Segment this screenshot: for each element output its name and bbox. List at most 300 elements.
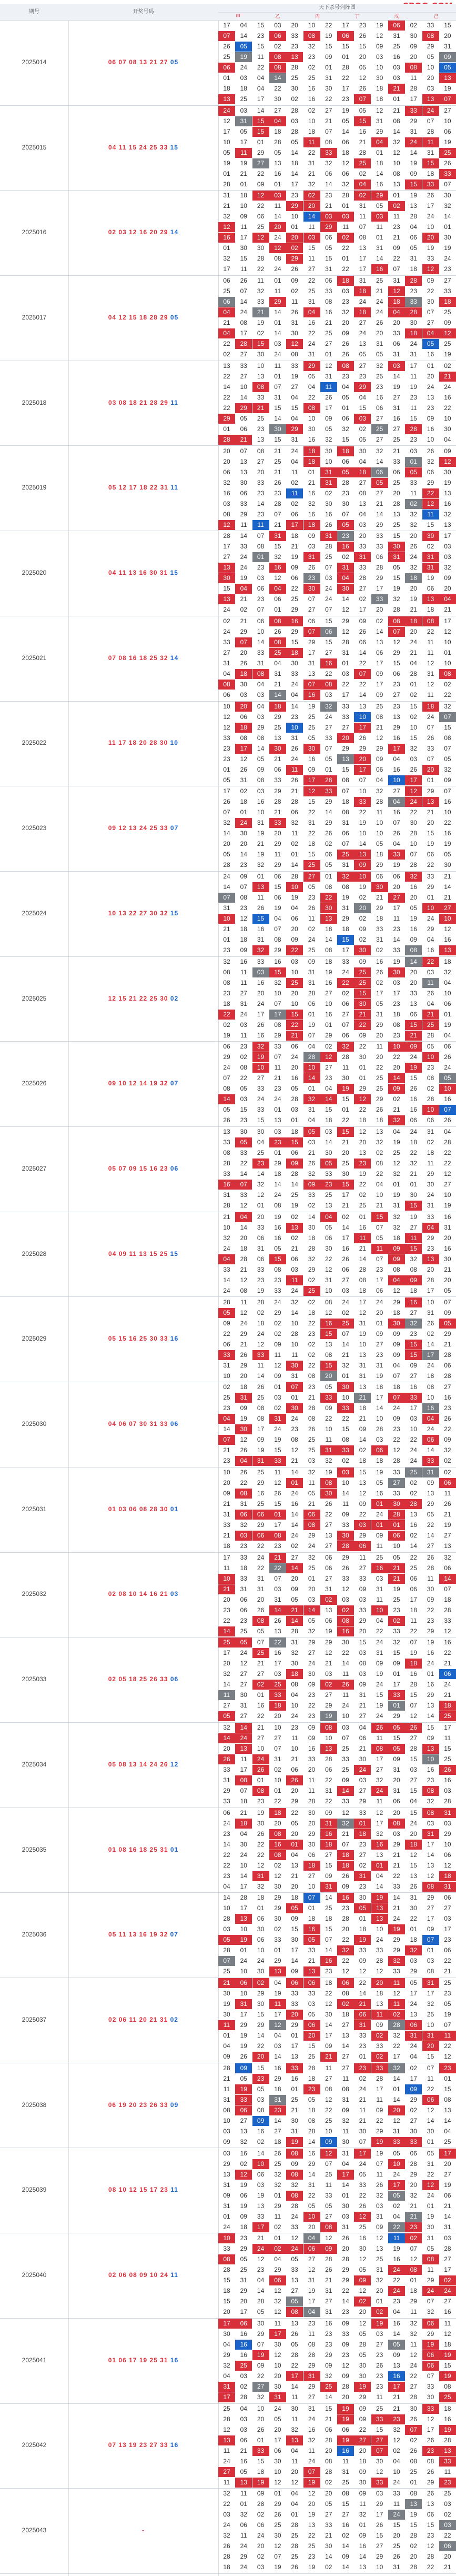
grid-cell: 05	[308, 2095, 316, 2103]
grid-cell: 14	[274, 2053, 281, 2061]
grid-cell: 23	[240, 2234, 247, 2242]
grid-cell: 06	[393, 873, 400, 880]
grid-cell: 31	[359, 1319, 367, 1327]
winning-numbers	[68, 1505, 218, 1513]
grid-cell: 25	[376, 2255, 383, 2263]
grid-cell: 11	[274, 202, 281, 210]
grid-cell: 21	[223, 2074, 230, 2082]
grid-cell: 22	[359, 1510, 367, 1518]
grid-cell: 04	[410, 223, 417, 231]
grid-cell: 29	[393, 1298, 400, 1306]
grid-cell: 32	[444, 564, 451, 572]
grid-cell: 14	[291, 1468, 298, 1476]
grid-cell: 22	[325, 1776, 332, 1784]
numbers-column-header: 开奖号码	[68, 4, 219, 20]
grid-cell: 33	[427, 873, 434, 880]
grid-cell: 21	[291, 787, 298, 795]
grid-cell: 15	[325, 43, 332, 50]
grid-cell: 13	[308, 670, 316, 677]
grid-cell: 30	[388, 1319, 405, 1329]
table-row	[0, 2488, 456, 2574]
blue-ball-number: 06	[170, 1164, 179, 1172]
grid-cell: 31	[320, 1445, 337, 1455]
grid-cell: 19	[235, 52, 252, 62]
grid-cell: 01	[359, 1064, 367, 1072]
grid-cell: 23	[308, 1691, 316, 1699]
grid-cell: 15	[274, 1446, 281, 1454]
grid-cell: 28	[223, 1298, 230, 1306]
grid-cell: 04	[223, 2340, 230, 2348]
grid-cell: 21	[444, 1510, 451, 1518]
grid-cell: 05	[218, 1935, 235, 1945]
grid-cell: 18	[393, 1010, 400, 1018]
grid-cell: 22	[359, 1181, 367, 1189]
grid-cell: 17	[274, 2436, 281, 2444]
grid-cell: 09	[240, 946, 247, 954]
grid-cell: 11	[393, 915, 400, 922]
grid-cell: 30	[269, 424, 286, 434]
grid-cell: 25	[223, 1968, 230, 1975]
grid-cell: 03	[444, 1819, 451, 1827]
grid-cell: 14	[342, 1489, 349, 1497]
grid-cell: 26	[291, 308, 298, 316]
grid-cell: 32	[274, 2170, 281, 2178]
grid-cell: 10	[393, 2468, 400, 2475]
grid-cell: 13	[286, 1223, 303, 1233]
grid-cell: 33	[371, 594, 388, 604]
grid-cell: 11	[422, 978, 439, 988]
red-ball-number: 20	[129, 2101, 137, 2109]
grid-cell: 05	[359, 106, 367, 114]
grid-cell: 29	[291, 606, 298, 614]
grid-cell: 11	[274, 1064, 281, 1072]
grid-cell: 21	[342, 1351, 349, 1359]
grid-cell: 28	[325, 2468, 332, 2475]
grid-cell: 18	[325, 1979, 332, 1987]
grid-cell: 30	[286, 1361, 303, 1371]
grid-cell: 05	[325, 2202, 332, 2210]
grid-cell: 18	[427, 169, 434, 177]
grid-cell: 29	[257, 723, 265, 731]
grid-cell: 17	[240, 1882, 247, 1890]
grid-cell: 05	[235, 1638, 252, 1648]
grid-cell: 11	[388, 1978, 405, 1988]
grid-cell: 30	[240, 680, 247, 688]
grid-cell: 27	[274, 1734, 281, 1742]
grid-cell: 18	[337, 1850, 354, 1860]
grid-cell: 16	[427, 946, 434, 954]
grid-cell: 21	[223, 1531, 230, 1539]
grid-cell: 01	[274, 1787, 281, 1794]
grid-cell: 06	[274, 765, 281, 773]
grid-cell: 25	[444, 1979, 451, 1987]
grid-cell: 28	[427, 1564, 434, 1572]
grid-cell: 26	[257, 1830, 265, 1838]
grid-cell: 02	[410, 1531, 417, 1539]
grid-cell: 06	[223, 1809, 230, 1816]
grid-cell: 16	[269, 563, 286, 573]
grid-cell: 29	[342, 915, 349, 922]
grid-cell: 25	[218, 1638, 235, 1648]
grid-cell: 31	[257, 819, 265, 827]
grid-cell: 30	[320, 1489, 337, 1499]
grid-cell: 09	[342, 1510, 349, 1518]
grid-cell: 17	[325, 2032, 332, 2040]
grid-cell: 02	[320, 1595, 337, 1605]
grid-cell: 02	[410, 1489, 417, 1497]
grid-cell: 15	[444, 2361, 451, 2369]
period-number: 2025019	[22, 484, 47, 492]
grid-cell: 02	[291, 1234, 298, 1242]
grid-cell: 30	[337, 1382, 354, 1392]
grid-cell: 21	[286, 1605, 303, 1615]
grid-cell: 15	[410, 1787, 417, 1794]
grid-cell: 30	[218, 573, 235, 583]
grid-cell: 09	[291, 277, 298, 285]
grid-cell: 03	[240, 1095, 247, 1103]
grid-cell: 19	[240, 2202, 247, 2210]
table-row	[0, 105, 456, 191]
grid-cell: 15	[359, 1468, 367, 1476]
grid-cell: 09	[325, 1872, 332, 1880]
grid-cell: 23	[308, 894, 316, 901]
period-number: 2025042	[22, 2441, 47, 2449]
grid-cell: 28	[240, 1255, 247, 1263]
grid-cell: 23	[223, 755, 230, 763]
grid-cell: 30	[257, 1925, 265, 1933]
grid-cell: 19	[337, 2414, 354, 2424]
grid-cell: 11	[240, 265, 247, 273]
grid-cell: 12	[257, 1191, 265, 1199]
grid-cell: 06	[218, 297, 235, 307]
grid-cell: 19	[439, 2350, 456, 2360]
grid-cell: 12	[427, 1872, 434, 1880]
grid-cell: 05	[223, 148, 230, 156]
grid-cell: 24	[427, 713, 434, 721]
red-ball-number: 04	[108, 313, 117, 321]
grid-cell: 05	[405, 467, 422, 477]
grid-cell: 07	[218, 31, 235, 41]
grid-cell: 01	[325, 1021, 332, 1029]
grid-cell: 10	[291, 1000, 298, 1007]
grid-cell: 21	[359, 1702, 367, 1710]
grid-cell: 29	[427, 787, 434, 795]
grid-cell: 29	[427, 1170, 434, 1178]
grid-cell: 01	[257, 1691, 265, 1699]
grid-cell: 14	[274, 2116, 281, 2124]
period-number: 2025023	[22, 824, 47, 832]
grid-cell: 22	[342, 2287, 349, 2295]
grid-cell: 32	[342, 1361, 349, 1369]
grid-cell: 03	[444, 2234, 451, 2242]
grid-cell: 12	[342, 627, 349, 635]
grid-cell: 29	[427, 43, 434, 50]
grid-cell: 02	[405, 499, 422, 509]
grid-cell: 15	[257, 2011, 265, 2019]
grid-cell: 28	[291, 64, 298, 71]
grid-cell: 33	[269, 1690, 286, 1700]
grid-cell: 03	[342, 1724, 349, 1731]
grid-cell: 21	[274, 680, 281, 688]
grid-cell: 11	[376, 223, 383, 231]
grid-cell: 22	[223, 1330, 230, 1337]
winning-numbers	[68, 569, 218, 576]
grid-cell: 22	[342, 1936, 349, 1944]
grid-cell: 32	[308, 2436, 316, 2444]
grid-cell: 29	[393, 1840, 400, 1848]
red-ball-number: 10	[108, 909, 117, 917]
grid-cell: 06	[218, 63, 235, 73]
grid-cell: 03	[274, 1128, 281, 1136]
grid-cell: 20	[359, 2447, 367, 2454]
grid-cell: 33	[393, 946, 400, 954]
grid-cell: 28	[410, 213, 417, 221]
grid-cell: 11	[342, 2074, 349, 2082]
grid-cell: 03	[223, 500, 230, 507]
grid-cell: 19	[444, 85, 451, 92]
grid-cell: 08	[405, 945, 422, 955]
grid-cell: 31	[342, 2149, 349, 2157]
winning-numbers	[68, 2016, 218, 2023]
grid-cell: 12	[252, 233, 269, 243]
grid-cell: 33	[286, 2063, 303, 2073]
grid-cell: 05	[359, 2330, 367, 2338]
grid-cell: 31	[325, 2308, 332, 2316]
grid-cell: 09	[393, 1755, 400, 1763]
grid-cell: 30	[240, 1128, 247, 1136]
grid-cell: 07	[240, 447, 247, 455]
grid-cell: 15	[291, 1925, 298, 1933]
grid-cell: 32	[308, 1468, 316, 1476]
grid-cell: 10	[223, 702, 230, 710]
table-row	[0, 871, 456, 957]
grid-cell: 01	[410, 1181, 417, 1189]
grid-cell: 30	[291, 1936, 298, 1944]
grid-cell: 17	[240, 1904, 247, 1912]
grid-cell: 19	[308, 2511, 316, 2519]
grid-cell: 17	[376, 2085, 383, 2093]
grid-cell: 33	[223, 2245, 230, 2253]
grid-cell: 28	[337, 1541, 354, 1551]
grid-cell: 21	[444, 894, 451, 901]
grid-cell: 16	[359, 2542, 367, 2550]
grid-cell: 05	[427, 1043, 434, 1051]
grid-cell: 21	[388, 1574, 405, 1584]
table-row	[0, 531, 456, 616]
grid-cell: 19	[308, 2287, 316, 2295]
grid-cell: 23	[308, 1383, 316, 1391]
grid-cell: 31	[274, 1595, 281, 1603]
grid-cell: 18	[274, 2085, 281, 2093]
table-row	[0, 20, 456, 106]
grid-cell: 04	[257, 1139, 265, 1146]
grid-cell: 07	[274, 1053, 281, 1061]
grid-cell: 08	[427, 1383, 434, 1391]
grid-cell: 16	[303, 1924, 320, 1934]
grid-cell: 27	[325, 1691, 332, 1699]
grid-cell: 22	[325, 1415, 332, 1423]
grid-cell: 24	[240, 1319, 247, 1327]
grid-cell: 05	[325, 861, 332, 869]
grid-cell: 22	[359, 1043, 367, 1051]
grid-cell: 05	[410, 904, 417, 912]
grid-cell: 13	[359, 702, 367, 710]
grid-cell: 01	[286, 1478, 303, 1488]
grid-cell: 33	[359, 1946, 367, 1954]
grid-cell: 04	[439, 594, 456, 604]
grid-cell: 01	[240, 808, 247, 816]
grid-cell: 18	[337, 1861, 354, 1871]
grid-cell: 32	[376, 2191, 383, 2199]
winning-numbers	[68, 2441, 218, 2449]
grid-cell: 33	[427, 1213, 434, 1221]
grid-cell: 05	[388, 2340, 405, 2350]
grid-cell: 18	[410, 1606, 417, 1614]
grid-cell: 18	[422, 702, 439, 712]
grid-cell: 01	[393, 1670, 400, 1678]
grid-cell: 07	[235, 1180, 252, 1190]
grid-cell: 10	[291, 1319, 298, 1327]
grid-cell: 33	[257, 1106, 265, 1114]
grid-cell: 30	[291, 330, 298, 337]
grid-cell: 16	[320, 658, 337, 668]
grid-cell: 02	[359, 894, 367, 901]
grid-cell: 03	[393, 64, 400, 71]
grid-cell: 26	[257, 2425, 265, 2433]
grid-cell: 04	[342, 383, 349, 391]
grid-cell: 14	[274, 308, 281, 316]
grid-cell: 16	[410, 1095, 417, 1103]
grid-cell: 14	[240, 393, 247, 401]
grid-cell: 09	[223, 2053, 230, 2061]
grid-cell: 13	[444, 1542, 451, 1550]
grid-cell: 01	[405, 457, 422, 467]
grid-cell: 27	[410, 1776, 417, 1784]
grid-cell: 04	[223, 670, 230, 677]
grid-cell: 31	[308, 2404, 316, 2412]
grid-cell: 02	[427, 543, 434, 551]
grid-cell: 11	[342, 1670, 349, 1678]
grid-cell: 21	[354, 1010, 371, 1020]
grid-cell: 18	[444, 2340, 451, 2348]
grid-cell: 05	[291, 2340, 298, 2348]
grid-cell: 15	[359, 404, 367, 412]
grid-cell: 27	[359, 362, 367, 370]
grid-cell: 33	[257, 2212, 265, 2220]
grid-cell: 14	[444, 213, 451, 221]
grid-cell: 16	[393, 2319, 400, 2327]
grid-cell: 13	[359, 1479, 367, 1486]
grid-cell: 04	[376, 1181, 383, 1189]
grid-cell: 01	[308, 1574, 316, 1582]
grid-cell: 03	[274, 340, 281, 348]
red-ball-number: 06	[129, 1505, 137, 1513]
red-ball-number: 01	[108, 2356, 117, 2364]
grid-cell: 18	[376, 95, 383, 103]
grid-cell: 18	[405, 328, 422, 338]
grid-cell: 03	[223, 2149, 230, 2157]
grid-cell: 32	[223, 1724, 230, 1731]
grid-cell: 06	[257, 2521, 265, 2529]
grid-cell: 15	[269, 967, 286, 977]
grid-cell: 12	[257, 1340, 265, 1348]
grid-cell: 18	[240, 2223, 247, 2231]
grid-cell: 03	[439, 2520, 456, 2530]
grid-cell: 29	[274, 840, 281, 848]
grid-cell: 18	[274, 2138, 281, 2145]
grid-cell: 23	[427, 404, 434, 412]
grid-cell: 32	[410, 510, 417, 518]
grid-cell: 19	[325, 32, 332, 39]
grid-cell: 09	[320, 2137, 337, 2147]
red-ball-number: 12	[129, 1080, 137, 1087]
grid-cell: 21	[235, 435, 252, 445]
grid-cell: 08	[427, 2457, 434, 2465]
grid-cell: 14	[257, 638, 265, 646]
grid-cell: 26	[376, 2181, 383, 2189]
grid-cell: 13	[439, 73, 456, 83]
grid-cell: 30	[342, 1170, 349, 1178]
grid-cell: 04	[308, 1043, 316, 1051]
grid-cell: 29	[376, 861, 383, 869]
grid-cell: 27	[359, 585, 367, 593]
grid-cell: 09	[320, 2244, 337, 2254]
grid-cell: 05	[320, 1159, 337, 1169]
grid-cell: 11	[444, 2319, 451, 2327]
grid-cell: 23	[257, 2266, 265, 2274]
grid-cell: 22	[393, 2277, 400, 2284]
grid-cell: 14	[393, 2330, 400, 2338]
red-ball-number: 10	[118, 1080, 127, 1087]
grid-cell: 02	[308, 1340, 316, 1348]
grid-cell: 02	[223, 351, 230, 358]
grid-cell: 24	[359, 298, 367, 306]
grid-cell: 26	[342, 351, 349, 358]
grid-cell: 08	[218, 2254, 235, 2264]
grid-cell: 27	[342, 2511, 349, 2519]
grid-cell: 33	[252, 1350, 269, 1360]
grid-cell: 15	[393, 1649, 400, 1657]
period-number: 2025022	[22, 739, 47, 747]
grid-cell: 26	[439, 1765, 456, 1775]
grid-cell: 19	[257, 319, 265, 327]
grid-cell: 09	[410, 1361, 417, 1369]
grid-cell: 29	[427, 925, 434, 933]
grid-cell: 10	[342, 1479, 349, 1486]
grid-cell: 01	[427, 776, 434, 784]
grid-cell: 02	[308, 64, 316, 71]
winning-numbers	[68, 1250, 218, 1257]
grid-cell: 18	[354, 286, 371, 296]
grid-cell: 01	[342, 1372, 349, 1380]
grid-cell: 32	[337, 1819, 354, 1829]
grid-cell: 06	[325, 1766, 332, 1773]
grid-cell: 14	[257, 2149, 265, 2157]
grid-cell: 26	[359, 32, 367, 39]
grid-cell: 04	[218, 1414, 235, 1424]
grid-cell: 15	[274, 435, 281, 443]
grid-cell: 19	[444, 2011, 451, 2019]
grid-cell: 03	[359, 521, 367, 528]
grid-cell: 33	[269, 818, 286, 828]
grid-cell: 26	[325, 1500, 332, 1507]
grid-cell: 30	[427, 298, 434, 306]
grid-cell: 08	[325, 1298, 332, 1306]
grid-cell: 10	[393, 159, 400, 167]
grid-cell: 07	[257, 1639, 265, 1646]
grid-cell: 33	[393, 330, 400, 337]
grid-cell: 11	[388, 2233, 405, 2243]
